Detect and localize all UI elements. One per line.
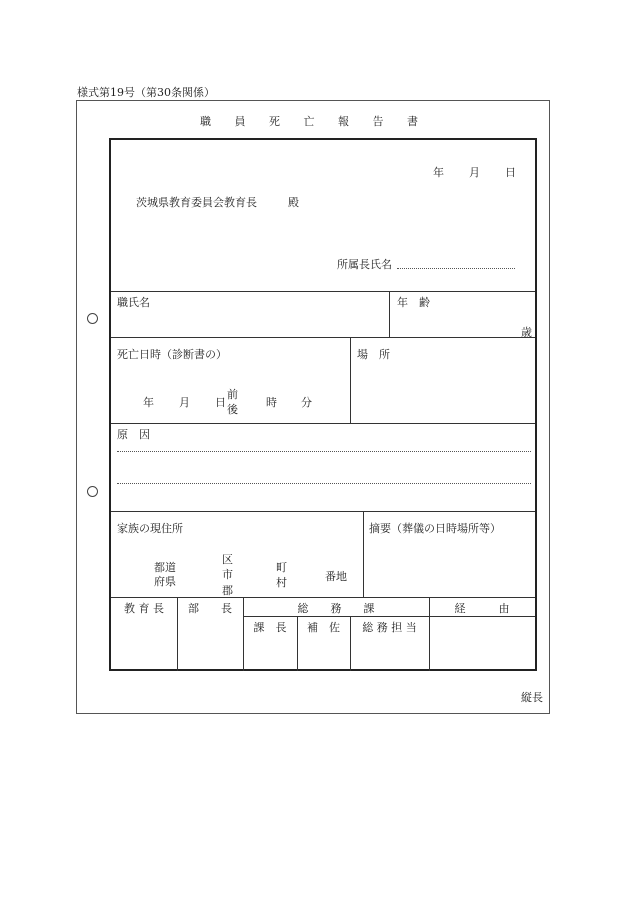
- place-label: 場 所: [357, 348, 390, 361]
- family-address-label: 家族の現住所: [117, 522, 183, 535]
- banchi-unit: 番地: [325, 570, 347, 583]
- approval-keiyu: 経 由: [454, 602, 510, 615]
- form-code: 様式第19号（第30条関係）: [77, 86, 215, 99]
- age-unit: 歳: [521, 326, 532, 339]
- age-label: 年 齢: [397, 296, 430, 309]
- hour-unit: 時: [266, 396, 277, 409]
- city-shi: 市: [222, 568, 233, 581]
- honorific: 殿: [288, 196, 299, 209]
- cause-line: [117, 451, 531, 452]
- death-month-unit: 月: [179, 396, 190, 409]
- minute-unit: 分: [301, 396, 312, 409]
- superior-name-line: [397, 268, 515, 269]
- date-day-label: 日: [505, 166, 516, 179]
- date-year-label: 年: [433, 166, 444, 179]
- form-title: 職 員 死 亡 報 告 書: [200, 115, 428, 128]
- addressee: 茨城県教育委員会教育長: [136, 196, 257, 209]
- approval-tantou: 総 務 担 当: [362, 621, 417, 634]
- summary-label: 摘要（葬儀の日時場所等）: [369, 522, 501, 535]
- death-year-unit: 年: [143, 396, 154, 409]
- ampm-top: 前: [227, 388, 238, 401]
- superior-name-label: 所属長氏名: [337, 258, 392, 271]
- approval-soumuka: 総 務 課: [297, 602, 375, 615]
- cause-line: [117, 483, 531, 484]
- town-son: 村: [276, 576, 287, 589]
- city-ku: 区: [222, 553, 233, 566]
- cause-label: 原 因: [117, 428, 150, 441]
- date-month-label: 月: [469, 166, 480, 179]
- punch-hole-icon: [87, 486, 98, 497]
- punch-hole-icon: [87, 313, 98, 324]
- approval-buchou: 部 長: [188, 602, 232, 615]
- staff-name-label: 職氏名: [117, 296, 150, 309]
- approval-kyoikucho: 教 育 長: [124, 602, 164, 615]
- death-datetime-label: 死亡日時（診断書の）: [117, 348, 227, 361]
- prefecture-bottom: 府県: [154, 575, 176, 588]
- death-day-unit: 日: [215, 396, 226, 409]
- ampm-bottom: 後: [227, 403, 238, 416]
- report-table: [109, 138, 537, 671]
- city-gun: 郡: [222, 584, 233, 597]
- town-cho: 町: [276, 561, 287, 574]
- prefecture-top: 都道: [154, 561, 176, 574]
- approval-hosa: 補 佐: [307, 621, 340, 634]
- approval-kachou: 課 長: [253, 621, 287, 634]
- paper-orientation: 縦長: [521, 691, 543, 704]
